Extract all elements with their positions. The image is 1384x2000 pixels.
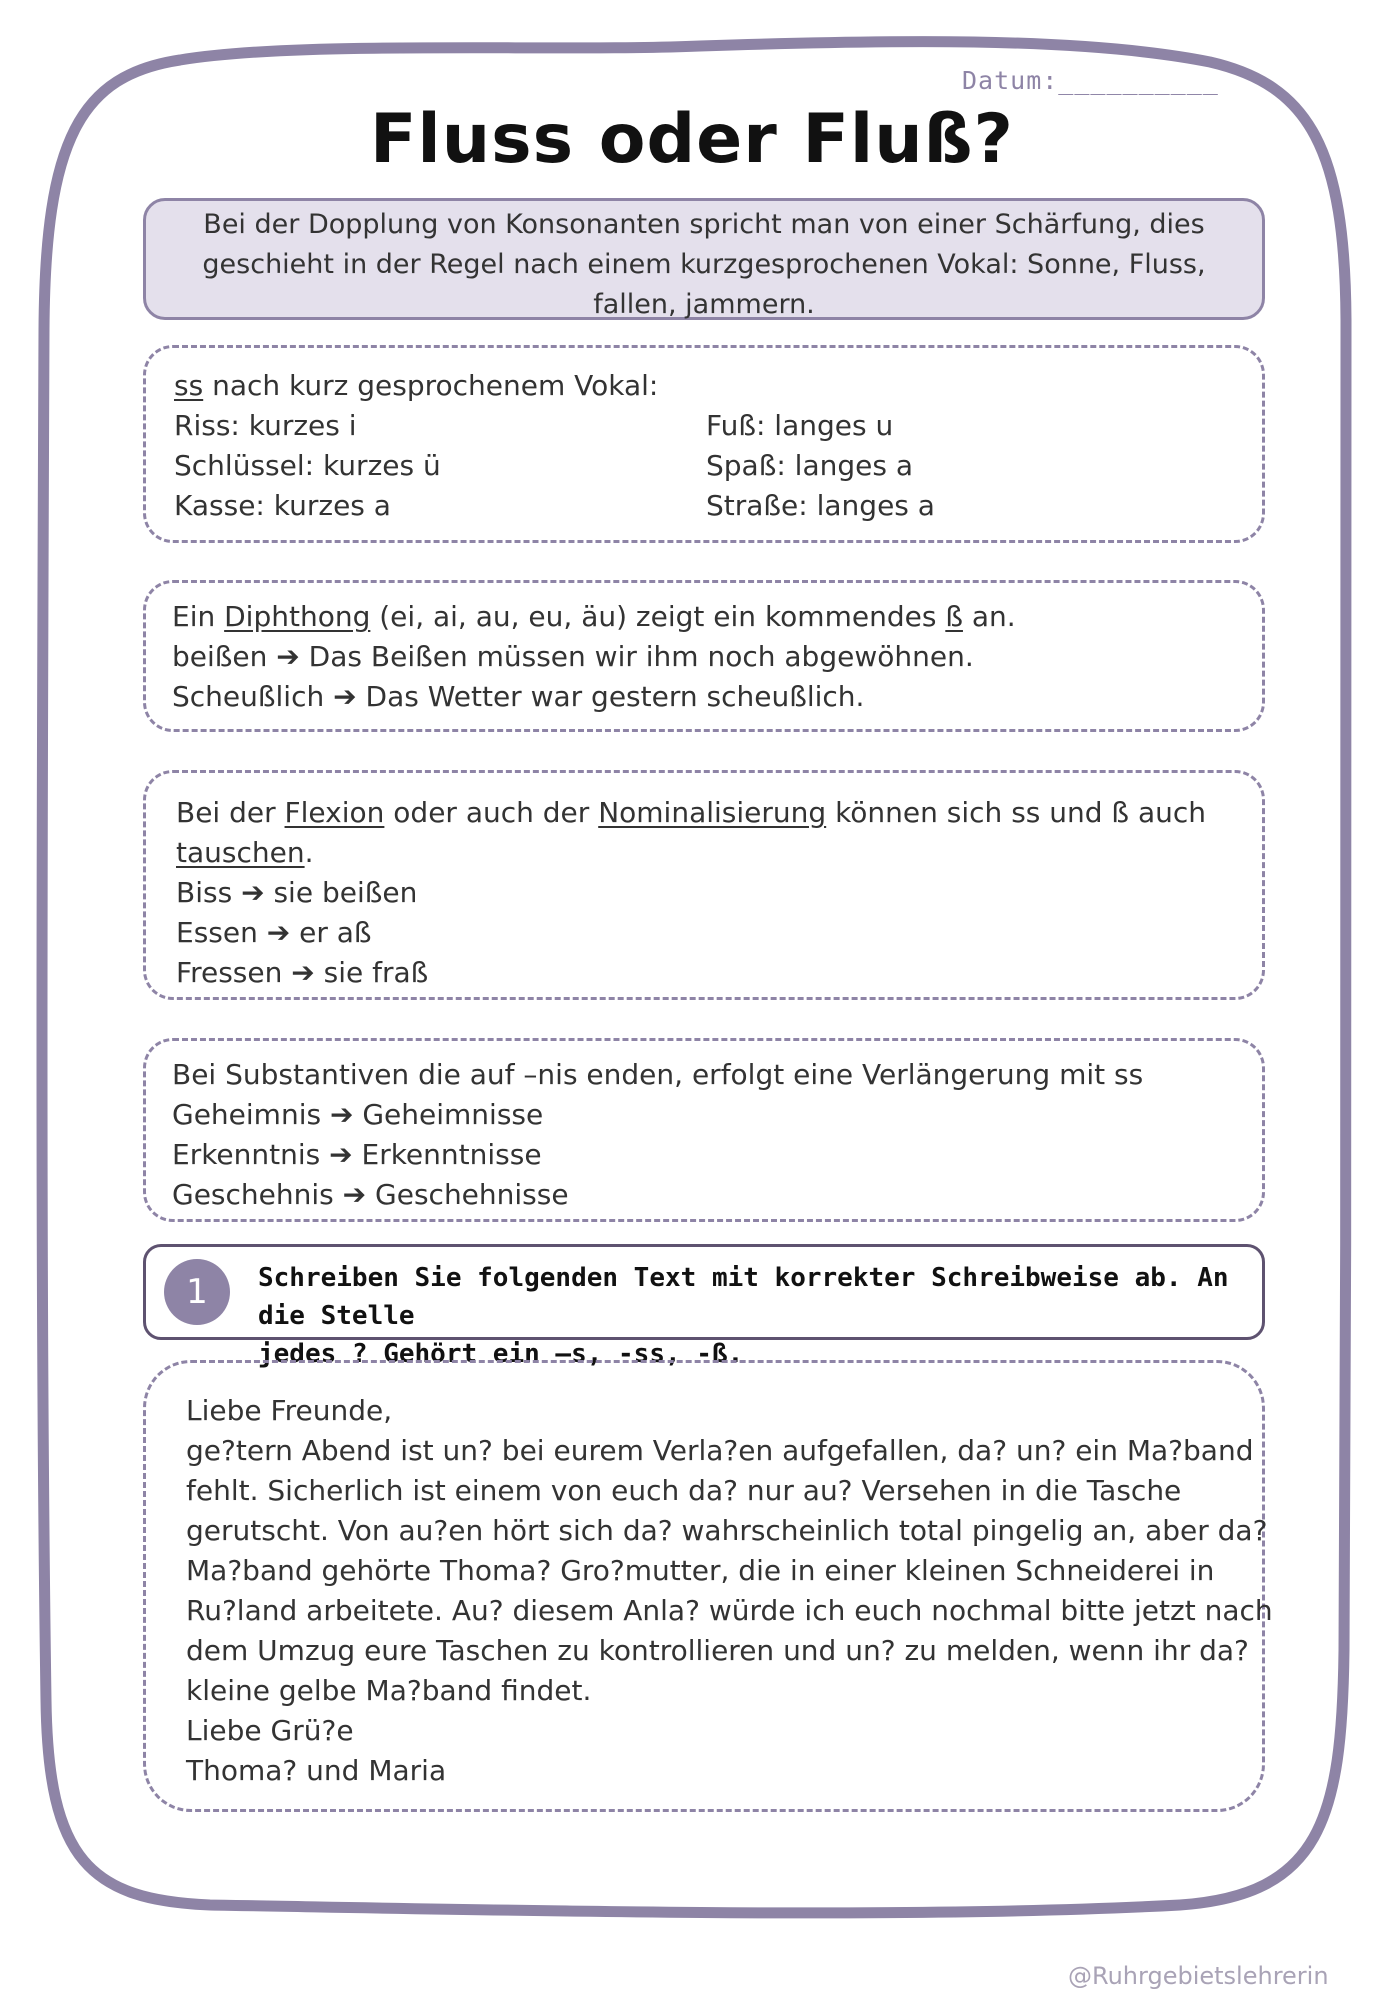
flexion-rule [176, 793, 1238, 833]
task-box [143, 1244, 1265, 1369]
page-title: Fluss oder Fluß? [369, 100, 1015, 179]
flexion-rule-end [176, 833, 1238, 873]
flexion-example [176, 953, 1238, 993]
nis-rule: Bei Substantiven die auf –nis enden, erfolgt eine Verlängerung mit ss [172, 1058, 1144, 1091]
exercise-letter-box [143, 1360, 1273, 1812]
example-from: Fressen [176, 956, 283, 989]
diphthong-term: Diphthong [224, 600, 371, 633]
example-from: Biss [176, 876, 233, 909]
example-word: beißen [172, 640, 268, 673]
nominalisierung-term: Nominalisierung [598, 796, 827, 829]
diphthong-rule-box [143, 580, 1265, 732]
letter-line: fehlt. Sicherlich ist einem von euch da? nur au? Versehen in die Tasche [186, 1474, 1182, 1507]
letter-line: dem Umzug eure Taschen zu kontrollieren und un? zu melden, wenn ihr da? [186, 1634, 1249, 1667]
ss-key: ss [174, 369, 204, 402]
example-from: Geschehnis [172, 1178, 334, 1211]
tauschen-term: tauschen [176, 836, 305, 869]
example-to: Geheimnisse [362, 1098, 544, 1131]
diphthong-example [172, 677, 1238, 717]
letter-line: Ru?land arbeitete. Au? diesem Anla? würde ich euch nochmal bitte jetzt nach [186, 1594, 1273, 1627]
nis-example [172, 1095, 1238, 1135]
flexion-example [176, 913, 1238, 953]
diphthong-example [172, 637, 1238, 677]
arrow-right-icon: ➔ [342, 1178, 367, 1211]
short-vowel-column [174, 406, 706, 526]
text: . [304, 836, 314, 869]
flexion-example [176, 873, 1238, 913]
ss-rule-box [143, 345, 1265, 543]
arrow-right-icon: ➔ [329, 1138, 353, 1171]
letter-line: Ma?band gehörte Thoma? Gro?mutter, die in einer kleinen Schneiderei in [186, 1554, 1215, 1587]
example-sentence: Das Beißen müssen wir ihm noch abgewöhnen. [308, 640, 974, 673]
long-vowel-column [706, 406, 935, 526]
letter-line: gerutscht. Von au?en hört sich da? wahrscheinlich total pingelig an, aber da? [186, 1514, 1268, 1547]
example-to: Erkenntnisse [361, 1138, 542, 1171]
text: können sich ss und ß auch [826, 796, 1207, 829]
long-vowel-example: Straße: langes a [706, 489, 935, 522]
ss-example-table [174, 406, 1238, 526]
long-vowel-example: Spaß: langes a [706, 449, 914, 482]
example-to: Geschehnisse [375, 1178, 569, 1211]
text: an. [962, 600, 1016, 633]
text: Ein [172, 600, 225, 633]
example-word: Scheußlich [172, 680, 325, 713]
example-to: sie fraß [323, 956, 429, 989]
example-sentence: Das Wetter war gestern scheußlich. [365, 680, 865, 713]
arrow-right-icon: ➔ [333, 680, 357, 713]
author-credit: @Ruhrgebietslehrerin [1068, 1962, 1329, 1990]
short-vowel-example: Kasse: kurzes a [174, 489, 391, 522]
letter-line: ge?tern Abend ist un? bei eurem Verla?en aufgefallen, da? un? ein Ma?band [186, 1434, 1254, 1467]
flexion-rule-box [143, 770, 1265, 1000]
arrow-right-icon: ➔ [276, 640, 300, 673]
long-vowel-example: Fuß: langes u [706, 409, 894, 442]
short-vowel-example: Schlüssel: kurzes ü [174, 449, 441, 482]
text: (ei, ai, au, eu, äu) zeigt ein kommendes [370, 600, 946, 633]
arrow-right-icon: ➔ [241, 876, 265, 909]
letter-line: Liebe Freunde, [186, 1394, 393, 1427]
task-line: Schreiben Sie folgenden Text mit korrekter Schreibweise ab. An die Stelle [258, 1263, 1229, 1331]
date-label: Datum:__________ [962, 66, 1219, 95]
ss-heading-text: nach kurz gesprochenem Vokal: [203, 369, 659, 402]
sz-term: ß [945, 600, 963, 633]
nis-example [172, 1135, 1238, 1175]
example-from: Geheimnis [172, 1098, 322, 1131]
task-instruction [258, 1259, 1248, 1373]
text: Bei der [176, 796, 285, 829]
arrow-right-icon: ➔ [266, 916, 291, 949]
intro-text: Bei der Dopplung von Konsonanten spricht man von einer Schärfung, dies geschieht in der Regel nach einem kurzgesprochenen Vokal: Sonne, Fluss, fallen, jammern. [202, 209, 1206, 320]
arrow-right-icon: ➔ [291, 956, 315, 989]
example-to: er aß [299, 916, 372, 949]
letter-line: kleine gelbe Ma?band findet. [186, 1674, 592, 1707]
short-vowel-example: Riss: kurzes i [174, 409, 357, 442]
example-from: Essen [176, 916, 258, 949]
nis-example [172, 1175, 1238, 1215]
task-line: jedes ? Gehört ein –s, -ss, -ß. [258, 1339, 744, 1369]
task-number-badge: 1 [164, 1259, 230, 1325]
example-to: sie beißen [273, 876, 418, 909]
intro-box [143, 198, 1265, 320]
letter-line: Liebe Grü?e [186, 1714, 354, 1747]
arrow-right-icon: ➔ [329, 1098, 354, 1131]
nis-rule-box [143, 1038, 1265, 1222]
diphthong-rule [172, 597, 1238, 637]
example-from: Erkenntnis [172, 1138, 321, 1171]
flexion-term: Flexion [284, 796, 385, 829]
text: oder auch der [384, 796, 599, 829]
letter-line: Thoma? und Maria [186, 1754, 447, 1787]
ss-rule-heading [174, 366, 1238, 406]
